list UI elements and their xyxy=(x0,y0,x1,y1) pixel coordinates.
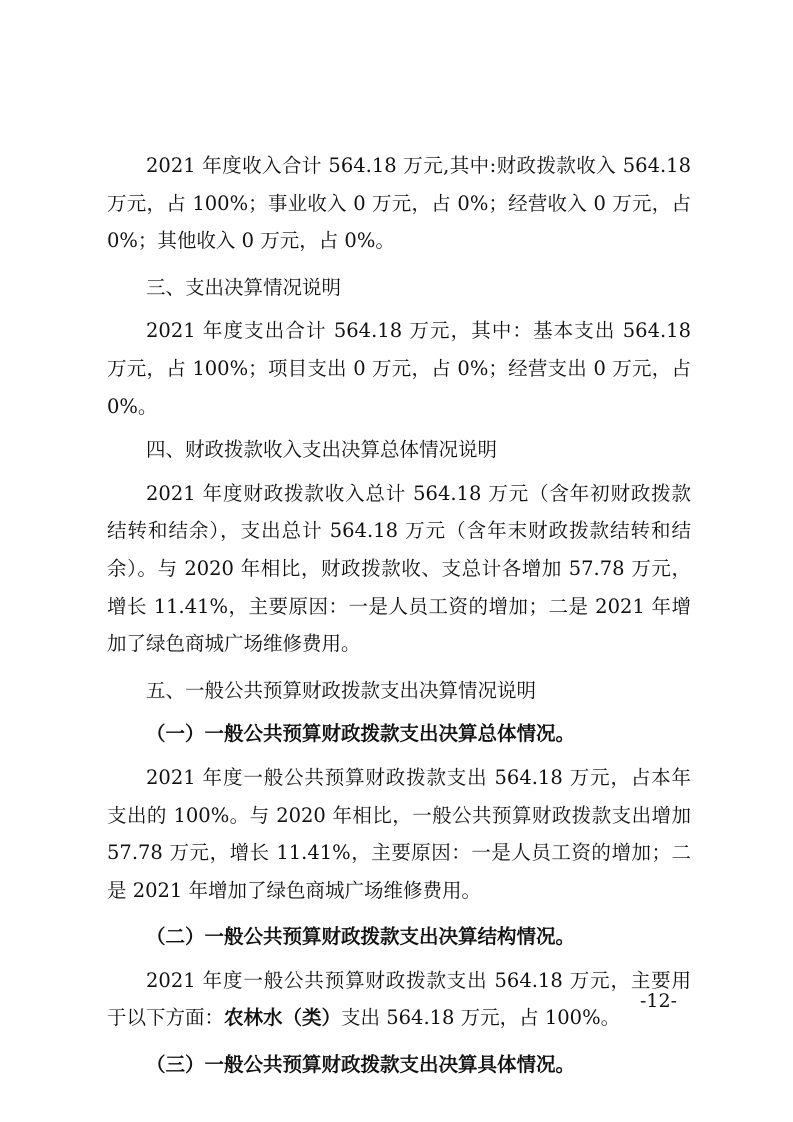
structure-text-tail: 支出 564.18 万元，占 100%。 xyxy=(341,1006,621,1030)
subsection-3-heading: （三）一般公共预算财政拨款支出决算具体情况。 xyxy=(146,1053,576,1077)
section-5-heading: 五、一般公共预算财政拨款支出决算情况说明 xyxy=(146,678,537,702)
expenditure-summary-paragraph: 2021 年度支出合计 564.18 万元，其中：基本支出 564.18 万元，占 100%；项目支出 0 万元，占 0%；经营支出 0 万元，占 0%。 xyxy=(107,319,691,418)
subsection-1-heading: （一）一般公共预算财政拨款支出决算总体情况。 xyxy=(146,722,576,746)
general-budget-overall-paragraph: 2021 年度一般公共预算财政拨款支出 564.18 万元，占本年支出的 100%。与 2020 年相比，一般公共预算财政拨款支出增加 57.78 万元，增长 11.41%，主要原因：一是人员工资的增加；二是 2021 年增加了绿色商城广场维修费用。 xyxy=(107,765,691,902)
document-body xyxy=(107,147,691,1084)
section-4-heading: 四、财政拨款收入支出决算总体情况说明 xyxy=(146,438,498,462)
general-budget-structure-paragraph xyxy=(107,962,691,1037)
income-summary-paragraph: 2021 年度收入合计 564.18 万元,其中:财政拨款收入 564.18 万元，占 100%；事业收入 0 万元，占 0%；经营收入 0 万元，占 0%；其他收入 0 万元，占 0%。 xyxy=(107,154,691,253)
fiscal-appropriation-paragraph: 2021 年度财政拨款收入总计 564.18 万元（含年初财政拨款结转和结余），支出总计 564.18 万元（含年末财政拨款结转和结余）。与 2020 年相比，财政拨款收、支总计各增加 57.78 万元，增长 11.41%，主要原因：一是人员工资的增加；二是 2021 年增加了绿色商城广场维修费用。 xyxy=(107,481,691,656)
subsection-2-heading: （二）一般公共预算财政拨款支出决算结构情况。 xyxy=(146,925,576,949)
section-3-heading: 三、支出决算情况说明 xyxy=(146,275,342,299)
page-number: -12- xyxy=(640,990,678,1012)
structure-category: 农林水（类） xyxy=(224,1006,342,1030)
structure-text-lead: 2021 年度一般公共预算财政拨款支出 564.18 万元，主要用于以下方面： xyxy=(107,968,691,1030)
